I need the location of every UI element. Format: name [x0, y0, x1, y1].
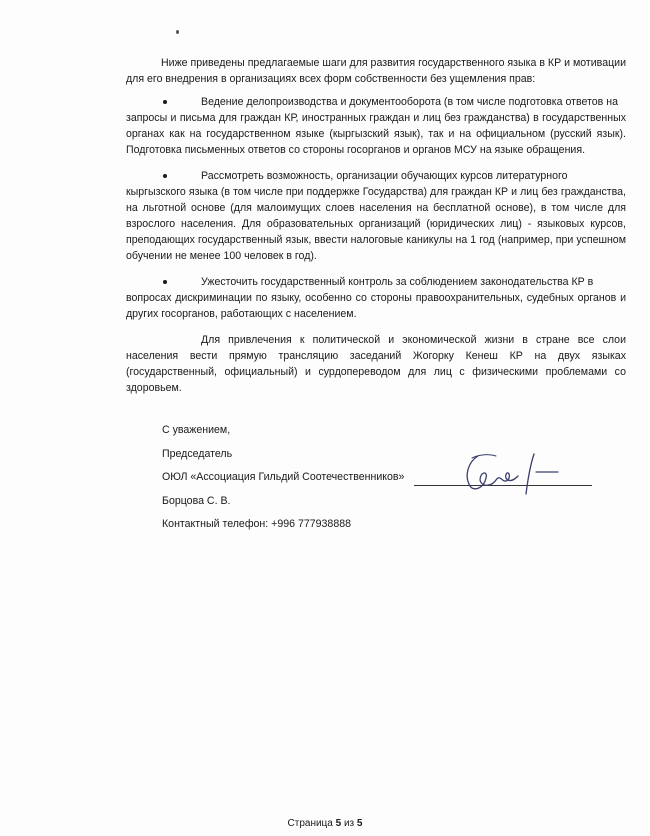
- page-footer: [0, 818, 650, 829]
- signer-name: Борцова С. В.: [162, 494, 231, 507]
- footer-current-page: 5: [335, 818, 342, 829]
- position-line: Председатель: [162, 447, 233, 460]
- bullet-first-line: Ведение делопроизводства и документооборота (в том числе подготовка ответов на: [126, 94, 626, 110]
- handwritten-signature: [450, 448, 570, 498]
- bullet-first-line: Ужесточить государственный контроль за соблюдением законодательства КР в: [126, 274, 626, 290]
- bullet-item: [126, 274, 626, 322]
- bullet-rest: кыргызского языка (в том числе при поддержке Государства) для граждан КР и лиц без гражданства, на льготной основе (для малоимущих слоев населения на бесплатной основе), в том числе для взрослого населения. Для образовательных организаций (юридических лиц) - языковых курсов, преподающих государственный язык, ввести налоговые каникулы на 1 год (например, при успешном обучении не менее 100 человек в год).: [126, 186, 626, 262]
- closing-block: [162, 422, 404, 540]
- footer-middle: из: [343, 818, 355, 829]
- letter-body: [126, 55, 626, 396]
- bullet-rest: вопросах дискриминации по языку, особенно со стороны правоохранительных, судебных органов и других госорганов, работающих с населением.: [126, 292, 626, 320]
- intro-paragraph: Ниже приведены предлагаемые шаги для развития государственного языка в КР и мотивации для его внедрения в организациях всех форм собственности без ущемления прав:: [126, 57, 626, 85]
- regards-line: С уважением,: [162, 424, 231, 436]
- final-paragraph: Для привлечения к политической и экономической жизни в стране все слои населения вести прямую трансляцию заседаний Жогорку Кенеш КР на двух языках (государственный, официальный) и сурдопереводом для лиц с физическими проблемами со здоровьем.: [126, 334, 626, 394]
- contact-phone: Контактный телефон: +996 777938888: [162, 518, 351, 530]
- footer-prefix: Страница: [287, 818, 333, 829]
- scan-speck: [176, 30, 179, 34]
- bullet-first-line: Рассмотреть возможность, организации обучающих курсов литературного: [126, 168, 626, 184]
- organization-line: ОЮЛ «Ассоциация Гильдий Соотечественников»: [162, 471, 405, 483]
- bullet-rest: запросы и письма для граждан КР, иностранных граждан и лиц без гражданства) в государственных органах как на государственном языке (кыргызский язык), так и на официальном (русский язык). Подготовка письменных ответов со стороны госорганов и органов МСУ на языке обращения.: [126, 112, 626, 156]
- bullet-item: [126, 94, 626, 158]
- bullet-item: [126, 168, 626, 264]
- footer-total-pages: 5: [356, 818, 363, 829]
